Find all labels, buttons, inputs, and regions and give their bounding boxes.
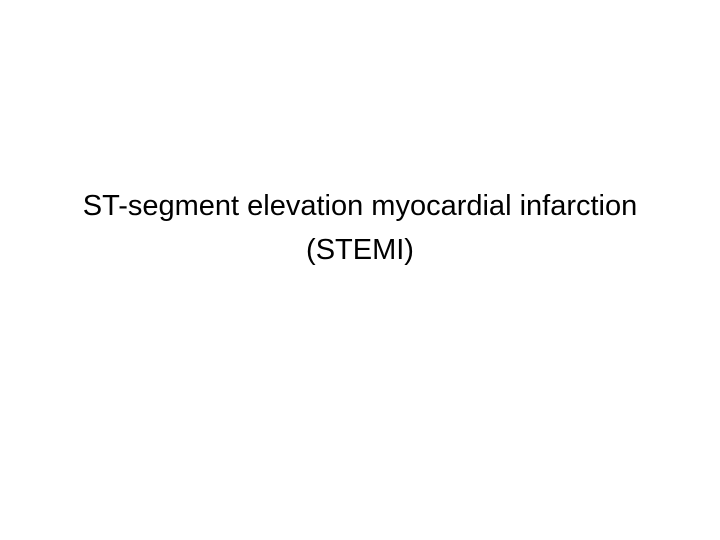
title-line-2: (STEMI): [306, 234, 414, 266]
title-line-1: ST-segment elevation myocardial infarction: [82, 190, 638, 222]
slide-title: [40, 184, 680, 272]
